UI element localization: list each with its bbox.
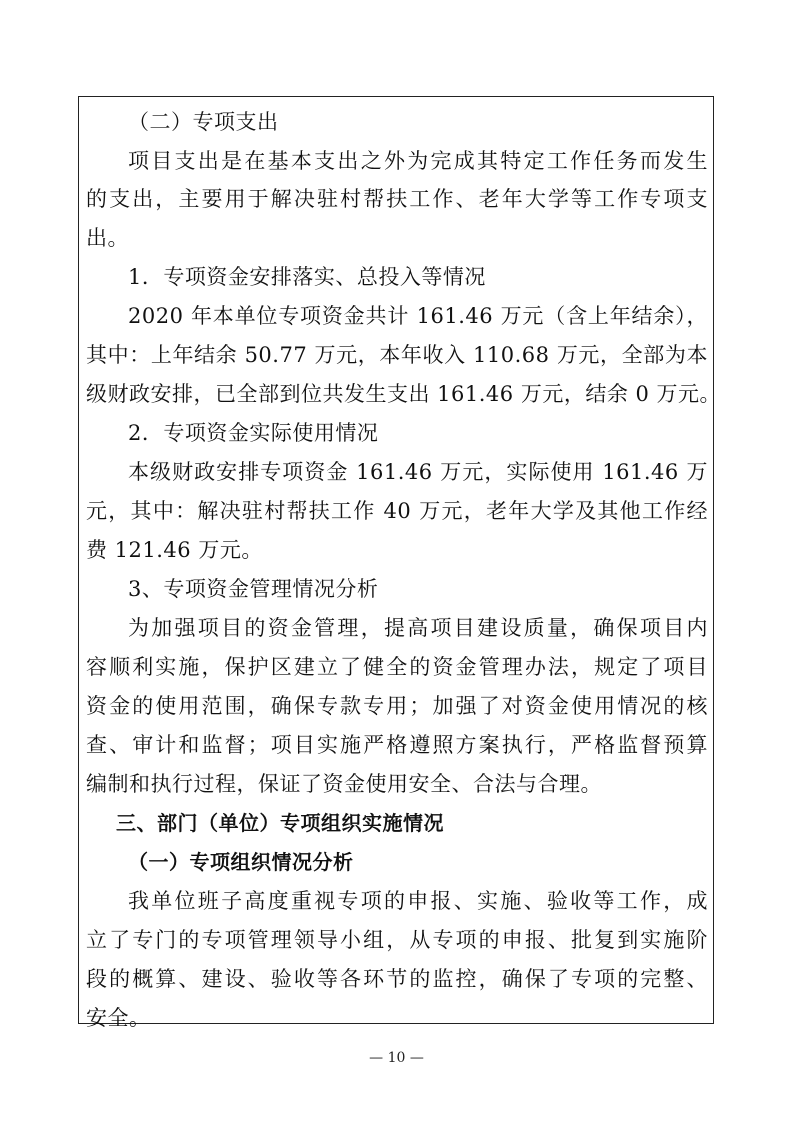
section-heading-three: 三、部门（单位）专项组织实施情况 [116,811,444,835]
paragraph-line: 我单位班子高度重视专项的申报、实施、验收等工作，成 [128,889,708,913]
paragraph-line: 其中：上年结余 50.77 万元，本年收入 110.68 万元，全部为本 [86,343,708,367]
paragraph-line: 容顺利实施，保护区建立了健全的资金管理办法，规定了项目 [86,655,708,679]
page-number: — 10 — [369,1050,424,1066]
paragraph-line: 为加强项目的资金管理，提高项目建设质量，确保项目内 [128,616,708,640]
paragraph-line: 元，其中：解决驻村帮扶工作 40 万元，老年大学及其他工作经 [86,499,708,523]
paragraph-line: 的支出，主要用于解决驻村帮扶工作、老年大学等工作专项支 [86,187,708,211]
paragraph-line: 本级财政安排专项资金 161.46 万元，实际使用 161.46 万 [128,460,708,484]
paragraph-line: 立了专门的专项管理领导小组，从专项的申报、批复到实施阶 [86,928,708,952]
subsection-heading-organization: （一）专项组织情况分析 [128,850,354,874]
paragraph-line: 资金的使用范围，确保专款专用；加强了对资金使用情况的核 [86,694,708,718]
paragraph-line: 级财政安排，已全部到位共发生支出 161.46 万元，结余 0 万元。 [86,382,722,406]
paragraph-line: 编制和执行过程，保证了资金使用安全、合法与合理。 [86,772,602,796]
paragraph-line: 2020 年本单位专项资金共计 161.46 万元（含上年结余）， [128,304,708,328]
paragraph-line: 安全。 [86,1006,151,1030]
item-heading-2: 2．专项资金实际使用情况 [128,421,379,445]
paragraph-line: 查、审计和监督；项目实施严格遵照方案执行，严格监督预算 [86,733,708,757]
item-heading-3: 3、专项资金管理情况分析 [128,577,379,601]
item-heading-1: 1．专项资金安排落实、总投入等情况 [128,265,486,289]
subsection-heading-special-expenditure: （二）专项支出 [128,110,279,134]
paragraph-line: 费 121.46 万元。 [86,538,263,562]
paragraph-line: 项目支出是在基本支出之外为完成其特定工作任务而发生 [128,149,708,173]
paragraph-line: 出。 [86,226,129,250]
paragraph-line: 段的概算、建设、验收等各环节的监控，确保了专项的完整、 [86,967,708,991]
